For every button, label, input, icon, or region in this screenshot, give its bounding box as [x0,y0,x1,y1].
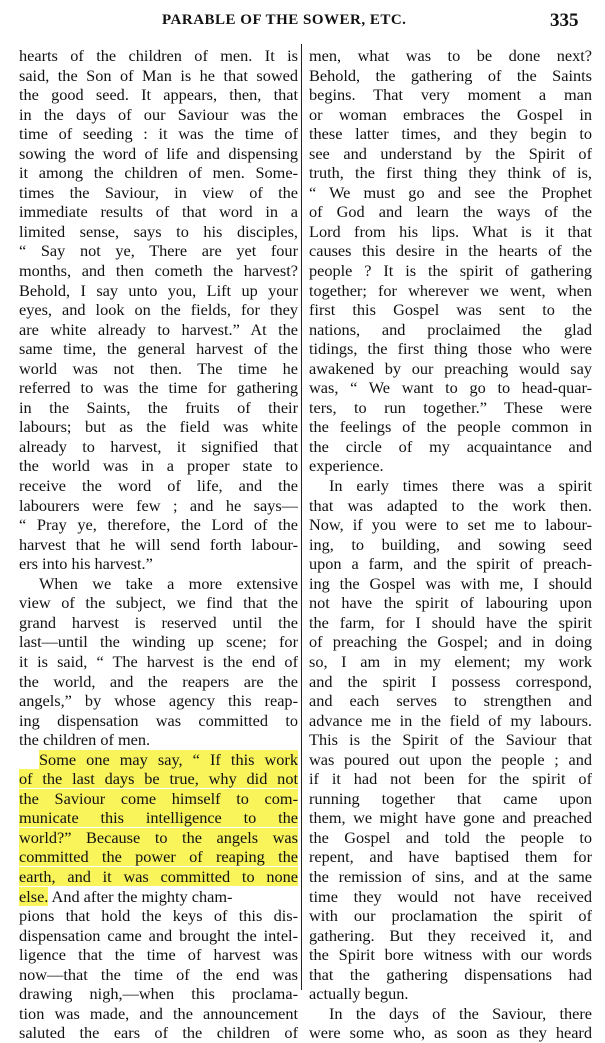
text-line: tion was made, and the announcement [19,1003,298,1023]
text-line: “ Pray ye, therefore, the Lord of the [19,515,298,535]
column-divider [301,44,302,990]
text-line: time of seeding : it was the time of [19,124,298,144]
text-line: view of the subject, we find that the [19,593,298,613]
text-line: first this Gospel was sent to the [309,300,592,320]
text-line: in the Saints, the fruits of their [19,397,298,417]
text-line: the children of men. [19,730,151,750]
text-line: In the days of the Saviour, there [329,1003,592,1023]
text-line: were some who, as soon as they heard [309,1023,592,1043]
text-line: time they would not have received [309,886,592,906]
text-line: harvest that he will send forth labour- [19,534,298,554]
text-line: Lord from his lips. What is it that [309,221,592,241]
text-line: same time, the general harvest of the [19,339,298,359]
text-line: if it had not been for the spirit of [309,769,592,789]
text-line: the Spirit bore witness with our words [309,945,592,965]
highlight: world?” Because to the angels was [19,827,298,847]
highlight: municate this intelligence to the [19,808,298,828]
highlight: Some one may say, “ If this work [39,749,298,769]
text-line: immediate results of that word in a [19,202,298,222]
text-line: ing, to building, and sowing seed [309,534,592,554]
text-span: And after the mighty cham- [48,886,233,906]
highlight: else. [19,886,49,906]
highlighted-line [19,867,298,887]
text-line: the world was in a proper state to [19,456,298,476]
text-line: see and understand by the Spirit of [309,143,592,163]
text-line: pions that hold the keys of this dis- [19,906,298,926]
text-line: labours; but as the field was white [19,417,298,437]
highlighted-line [19,750,298,770]
highlighted-line [19,789,298,809]
text-line: the feelings of the people common in [309,417,592,437]
text-line: world was not then. The time he [19,358,298,378]
text-line: hearts of the children of men. It is [19,46,298,65]
highlighted-line [19,828,298,848]
highlighted-line [19,887,298,907]
text-line: the world, and the reapers are the [19,671,298,691]
text-line: are white already to harvest.” At the [19,319,298,339]
text-line: ers into his harvest.” [19,554,153,574]
text-line: ing the Gospel was with me, I should [309,573,592,593]
text-line: of preaching the Gospel; and in doing [309,632,592,652]
text-line: tidings, the first thing those who were [309,339,592,359]
text-line: it among the children of men. Some- [19,163,298,183]
text-line: nations, and proclaimed the glad [309,319,592,339]
text-line: months, and then cometh the harvest? [19,261,298,281]
text-line: the good seed. It appears, then, that [19,85,298,105]
text-line: dispensation came and brought the intel- [19,925,298,945]
text-line: ing dispensation was committed to [19,710,298,730]
text-line: actually begun. [309,984,409,1004]
text-line: drawing nigh,—when this proclama- [19,984,298,1004]
text-line: them, we might have gone and preached [309,808,592,828]
text-line: and each serves to strengthen and [309,691,592,711]
text-line: the circle of my acquaintance and [309,436,592,456]
text-line: truth, the first thing they think of is, [309,163,592,183]
text-line: said, the Son of Man is he that sowed [19,65,298,85]
text-line: it is said, “ The harvest is the end of [19,651,298,671]
text-line: begins. That very moment a man [309,85,592,105]
text-line: angels,” by whose agency this reap- [19,691,298,711]
text-line: limited sense, says to his disciples, [19,221,298,241]
text-line: awakened by our preaching would say [309,358,592,378]
text-line: so, I am in my element; my work [309,651,592,671]
text-line: was, “ We want to go to head-quar- [309,378,592,398]
text-line: together; for wherever we went, when [309,280,592,300]
text-line: upon a farm, and the spirit of preach- [309,554,592,574]
running-head: PARABLE OF THE SOWER, ETC. [162,12,407,28]
highlight: of the last days be true, why did not [19,769,298,789]
text-line: of God and learn the ways of the [309,202,592,222]
text-line: saluted the ears of the children of [19,1023,298,1043]
text-line: Behold, I say unto you, Lift up your [19,280,298,300]
text-line: referred to was the time for gathering [19,378,298,398]
text-line: already to harvest, it signified that [19,436,298,456]
text-line: “ Say not ye, There are yet four [19,241,298,261]
text-line: with our proclamation the spirit of [309,906,592,926]
text-line: ters, to run together.” These were [309,397,592,417]
text-line: these latter times, and they begin to [309,124,592,144]
text-line: running together that came upon [309,788,592,808]
page-header [0,10,605,38]
text-line: people ? It is the spirit of gathering [309,261,592,281]
text-line: was poured out upon the people ; and [309,749,592,769]
text-line: or woman embraces the Gospel in [309,104,592,124]
text-line: the farm, for I should have the spirit [309,612,592,632]
text-line: that was adapted to the work then. [309,495,592,515]
page-number: 335 [550,10,579,31]
text-line: in the days of our Saviour was the [19,104,298,124]
highlighted-line [19,847,298,867]
text-line: causes this desire in the hearts of the [309,241,592,261]
left-column [19,46,298,1043]
text-line: In early times there was a spirit [329,476,592,496]
text-line: Behold, the gathering of the Saints [309,65,592,85]
text-line: Now, if you were to set me to labour- [309,515,592,535]
text-line: When we take a more extensive [39,573,298,593]
highlighted-line [19,769,298,789]
text-line: the Gospel and told the people to [309,827,592,847]
text-line: repent, and have baptised them for [309,847,592,867]
text-line: This is the Spirit of the Saviour that [309,730,592,750]
text-line: advance me in the field of my labours. [309,710,592,730]
text-line: and the spirit I possess correspond, [309,671,592,691]
text-line: that the gathering dispensations had [309,964,592,984]
text-line: labourers were few ; and he says— [19,495,298,515]
text-line: times the Saviour, in view of the [19,182,298,202]
highlighted-line [19,808,298,828]
text-line: men, what was to be done next? [309,46,592,65]
text-line: gathering. But they received it, and [309,925,592,945]
text-line: experience. [309,456,384,476]
text-line: the remission of sins, and at the same [309,866,592,886]
highlight: the Saviour come himself to com- [19,788,298,808]
highlight: earth, and it was committed to none [19,866,298,886]
text-line: grand harvest is reserved until the [19,612,298,632]
text-line: ligence that the time of harvest was [19,945,298,965]
text-line: not have the spirit of labouring upon [309,593,592,613]
text-line: now—that the time of the end was [19,964,298,984]
text-line: last—until the winding up scene; for [19,632,298,652]
text-line: receive the word of life, and the [19,476,298,496]
text-line: sowing the word of life and dispensing [19,143,298,163]
text-line: eyes, and look on the fields, for they [19,300,298,320]
right-column [309,46,592,1043]
highlight: committed the power of reaping the [19,847,298,867]
text-line: “ We must go and see the Prophet [309,182,592,202]
